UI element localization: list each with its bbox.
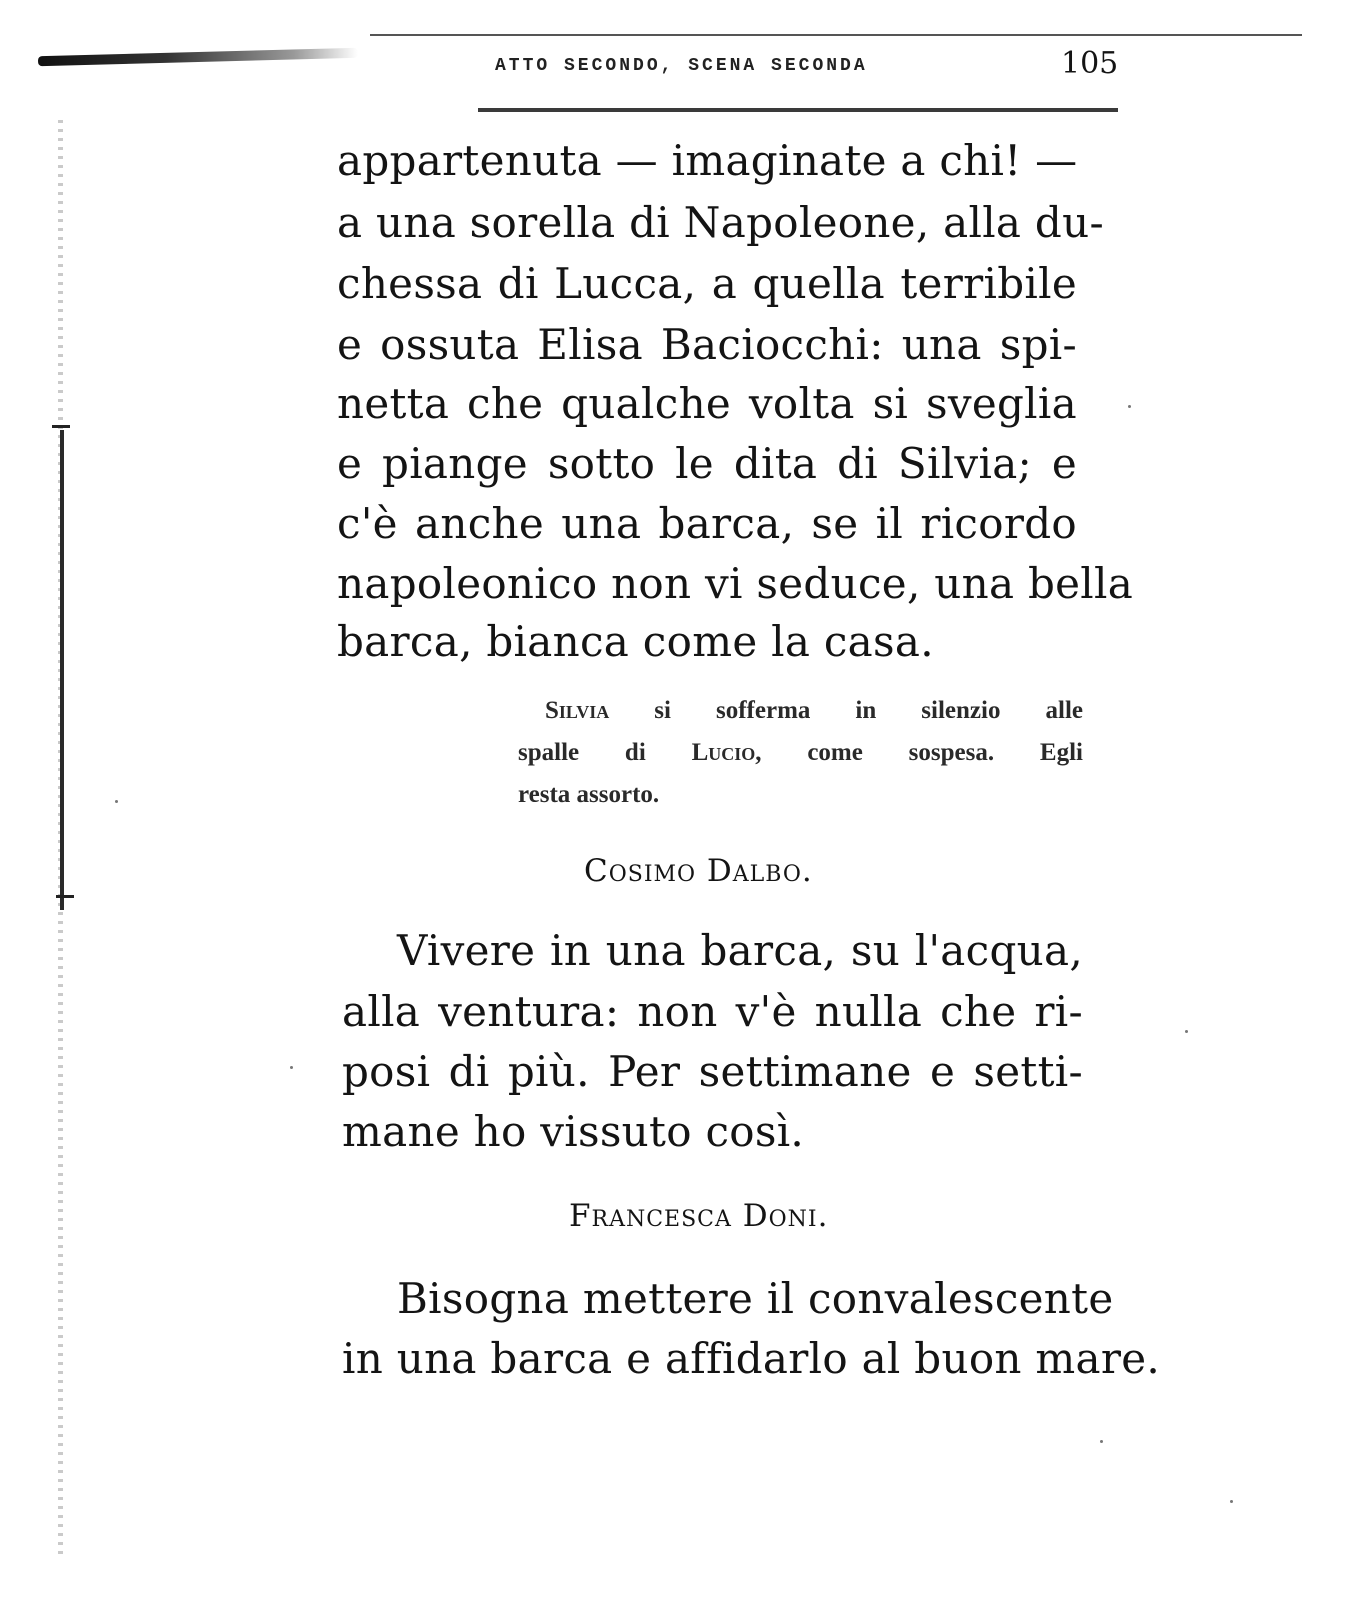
stage-direction-line: resta assorto. [518,781,660,808]
speaker-heading: Cosimo Dalbo. [584,853,813,889]
paragraph-line: Vivere in una barca, su l'acqua, [397,926,1083,975]
scan-speck [115,800,118,803]
stage-direction-text: , come sospesa. Egli [755,739,1083,766]
paragraph-line: alla ventura: non v'è nulla che ri- [342,987,1083,1036]
scan-speck [1100,1440,1103,1443]
header-rule-top [370,34,1302,36]
stage-direction-text: spalle di [518,739,646,766]
paragraph-line: napoleonico non vi seduce, una bella [337,559,1134,608]
stage-direction-line [518,732,1083,774]
scan-speck [290,1066,293,1069]
paragraph-line: mane ho vissuto così. [342,1107,805,1156]
paragraph-line: chessa di Lucca, a quella terribile [337,259,1077,308]
speaker-heading: Francesca Doni. [569,1198,829,1234]
paragraph-line: barca, bianca come la casa. [337,617,934,666]
header-rule-bottom [478,108,1118,112]
spine-notch [52,425,70,428]
spine-notch [56,895,74,898]
paragraph-line: Bisogna mettere il convalescente [397,1274,1114,1323]
scan-speck [1230,1500,1233,1503]
stage-direction-text: si sofferma in silenzio alle [654,697,1083,724]
running-head: ATTO SECONDO, SCENA SECONDA [495,56,868,76]
paragraph-line: c'è anche una barca, se il ricordo [337,499,1077,548]
page-number: 105 [1061,46,1119,81]
paragraph-line: posi di più. Per settimane e setti- [342,1047,1083,1096]
character-name: Lucio [691,739,756,766]
paragraph-line: a una sorella di Napoleone, alla du- [337,198,1104,247]
scan-smudge [38,48,358,66]
paragraph-line: netta che qualche volta si sveglia [337,379,1077,428]
paragraph-line: in una barca e affidarlo al buon mare. [342,1334,1161,1383]
page-spine-edge [60,430,64,910]
paragraph-line: e ossuta Elisa Baciocchi: una spi- [337,320,1077,369]
stage-direction-line [545,690,1083,732]
character-name: Silvia [545,697,610,724]
scan-speck [1128,405,1131,408]
paragraph-line: appartenuta — imaginate a chi! — [337,136,1078,185]
paragraph-line: e piange sotto le dita di Silvia; e [337,439,1077,488]
scan-speck [1185,1030,1188,1033]
